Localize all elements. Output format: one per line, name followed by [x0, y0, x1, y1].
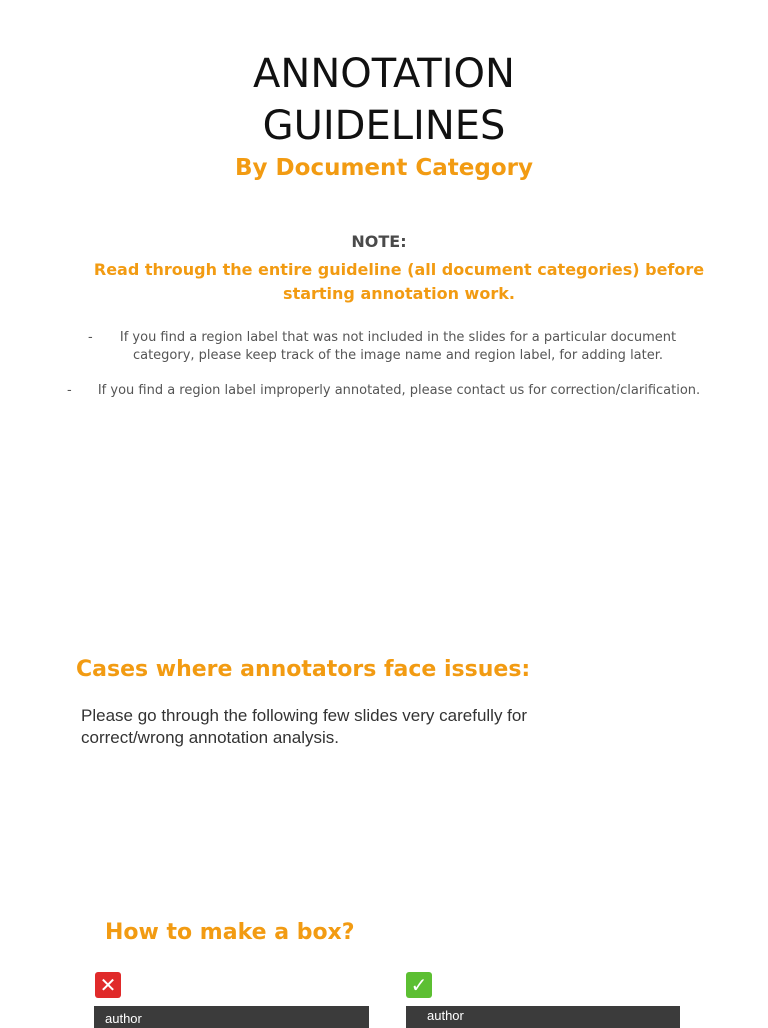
bullet-text-missing-label: If you find a region label that was not included in the slides for a particular document category, please keep track of the image name and region label, for adding later.	[119, 330, 677, 363]
wrong-example-box	[94, 1006, 369, 1028]
right-example-box	[406, 1006, 680, 1028]
page-title-line-2: GUIDELINES	[262, 103, 506, 149]
note-text: Read through the entire guideline (all document categories) before starting annotation work.	[93, 260, 705, 303]
page-title-line-1: ANNOTATION	[253, 51, 515, 97]
cross-mark-icon: ✕	[95, 972, 121, 998]
right-example-label: author	[427, 1008, 464, 1023]
bullet-dash: -	[67, 383, 72, 398]
cases-section-body: Please go through the following few slides very carefully for correct/wrong annotation analysis.	[81, 706, 528, 747]
check-mark-icon: ✓	[406, 972, 432, 998]
note-label: NOTE:	[351, 232, 407, 251]
bullet-text-improper-label: If you find a region label improperly annotated, please contact us for correction/clarification.	[97, 383, 701, 398]
box-section-title: How to make a box?	[105, 920, 355, 945]
page-subtitle: By Document Category	[235, 155, 533, 181]
cases-section-title: Cases where annotators face issues:	[76, 657, 531, 682]
bullet-dash: -	[88, 330, 93, 345]
wrong-example-label: author	[105, 1011, 142, 1026]
